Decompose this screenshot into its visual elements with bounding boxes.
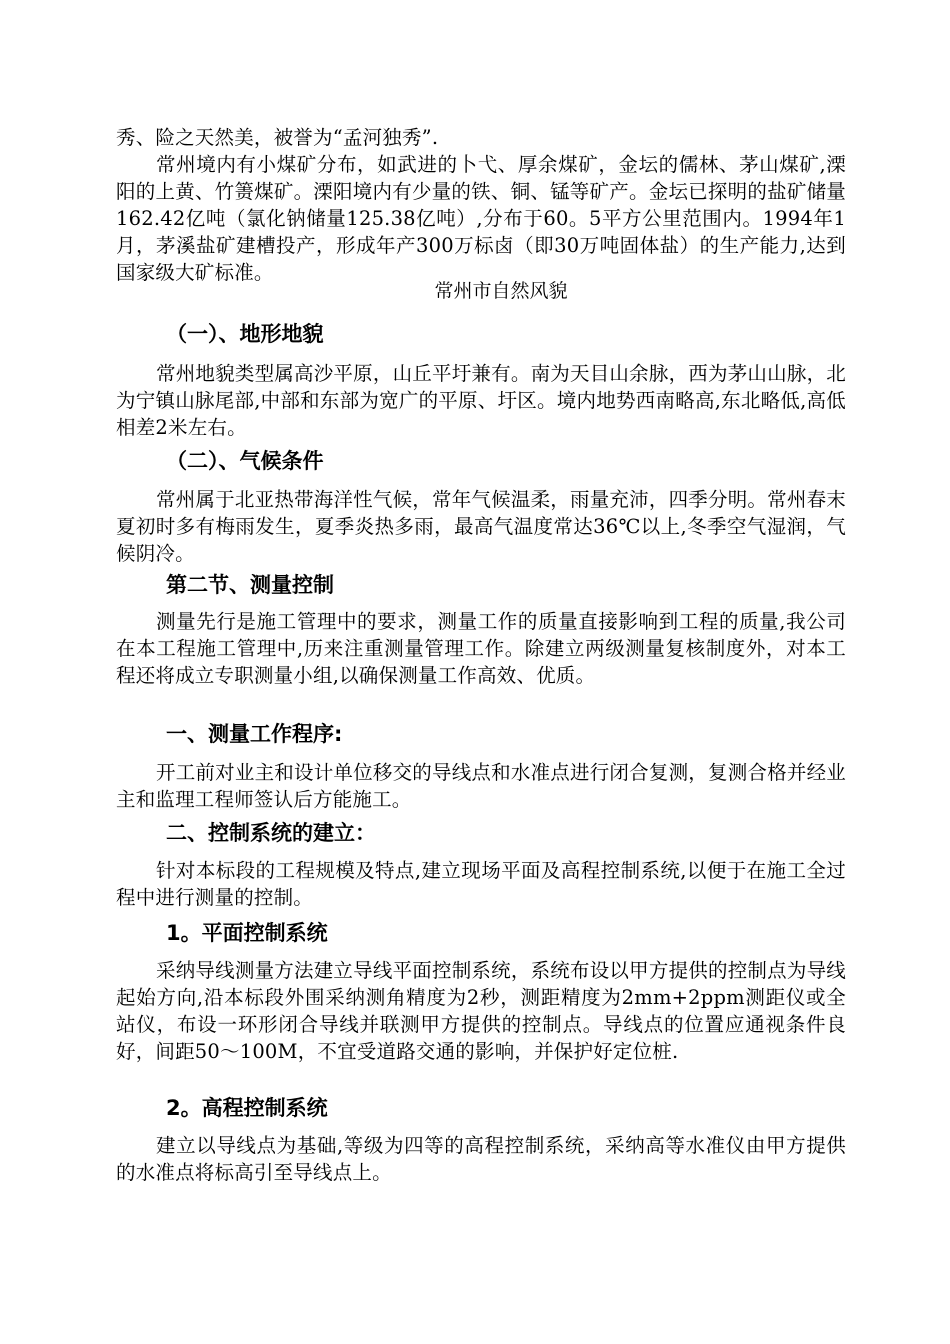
heading-landform: （一）、地形地貌 (166, 322, 324, 346)
heading-survey-control: 第二节、测量控制 (166, 573, 334, 597)
paragraph-survey-control: 测量先行是施工管理中的要求，测量工作的质量直接影响到工程的质量,我公司在本工程施工管理中,历来注重测量管理工作。除建立两级测量复核制度外，对本工程还将成立专职测量小组,以确保测量工作高效、优质。 (116, 610, 846, 687)
heading-survey-procedure: 一、测量工作程序: (166, 722, 343, 746)
paragraph-survey-procedure: 开工前对业主和设计单位移交的导线点和水准点进行闭合复测，复测合格并经业主和监理工程师签认后方能施工。 (116, 761, 846, 811)
paragraph-minerals: 常州境内有小煤矿分布，如武进的卜弋、厚余煤矿，金坛的儒林、茅山煤矿,溧阳的上黄、竹箦煤矿。溧阳境内有少量的铁、铜、锰等矿产。金坛已探明的盐矿储量162.42亿吨（氯化钠储量125.38亿吨）,分布于60。5平方公里范围内。1994年1月，茅溪盐矿建槽投产，形成年产300万标卤（即30万吨固体盐）的生产能力,达到国家级大矿标准。 (116, 153, 846, 284)
paragraph-mengriver: 秀、险之天然美，被誉为“孟河独秀”. (116, 126, 439, 149)
paragraph-elevation-control: 建立以导线点为基础,等级为四等的高程控制系统，采纳高等水准仪由甲方提供的水准点将标高引至导线点上。 (116, 1134, 846, 1184)
heading-climate: （二）、气候条件 (166, 449, 324, 473)
heading-control-system: 二、控制系统的建立： (166, 821, 376, 845)
paragraph-landform: 常州地貌类型属高沙平原，山丘平圩兼有。南为天目山余脉，西为茅山山脉，北为宁镇山脉尾部,中部和东部为宽广的平原、圩区。境内地势西南略高,东北略低,高低相差2米左右。 (116, 362, 846, 439)
heading-plane-control: 1。平面控制系统 (166, 921, 328, 945)
paragraph-climate: 常州属于北亚热带海洋性气候，常年气候温柔，雨量充沛，四季分明。常州春末夏初时多有梅雨发生，夏季炎热多雨，最高气温度常达36℃以上,冬季空气湿润，气候阴冷。 (116, 488, 846, 565)
heading-elevation-control: 2。高程控制系统 (166, 1096, 328, 1120)
paragraph-control-system: 针对本标段的工程规模及特点,建立现场平面及高程控制系统,以便于在施工全过程中进行测量的控制。 (116, 859, 846, 909)
paragraph-plane-control: 采纳导线测量方法建立导线平面控制系统，系统布设以甲方提供的控制点为导线起始方向,沿本标段外围采纳测角精度为2秒，测距精度为2mm+2ppm测距仪或全站仪，布设一环形闭合导线并联测甲方提供的控制点。导线点的位置应通视条件良好，间距50～100M，不宜受道路交通的影响，并保护好定位桩. (116, 959, 846, 1063)
section-caption: 常州市自然风貌 (434, 280, 568, 302)
